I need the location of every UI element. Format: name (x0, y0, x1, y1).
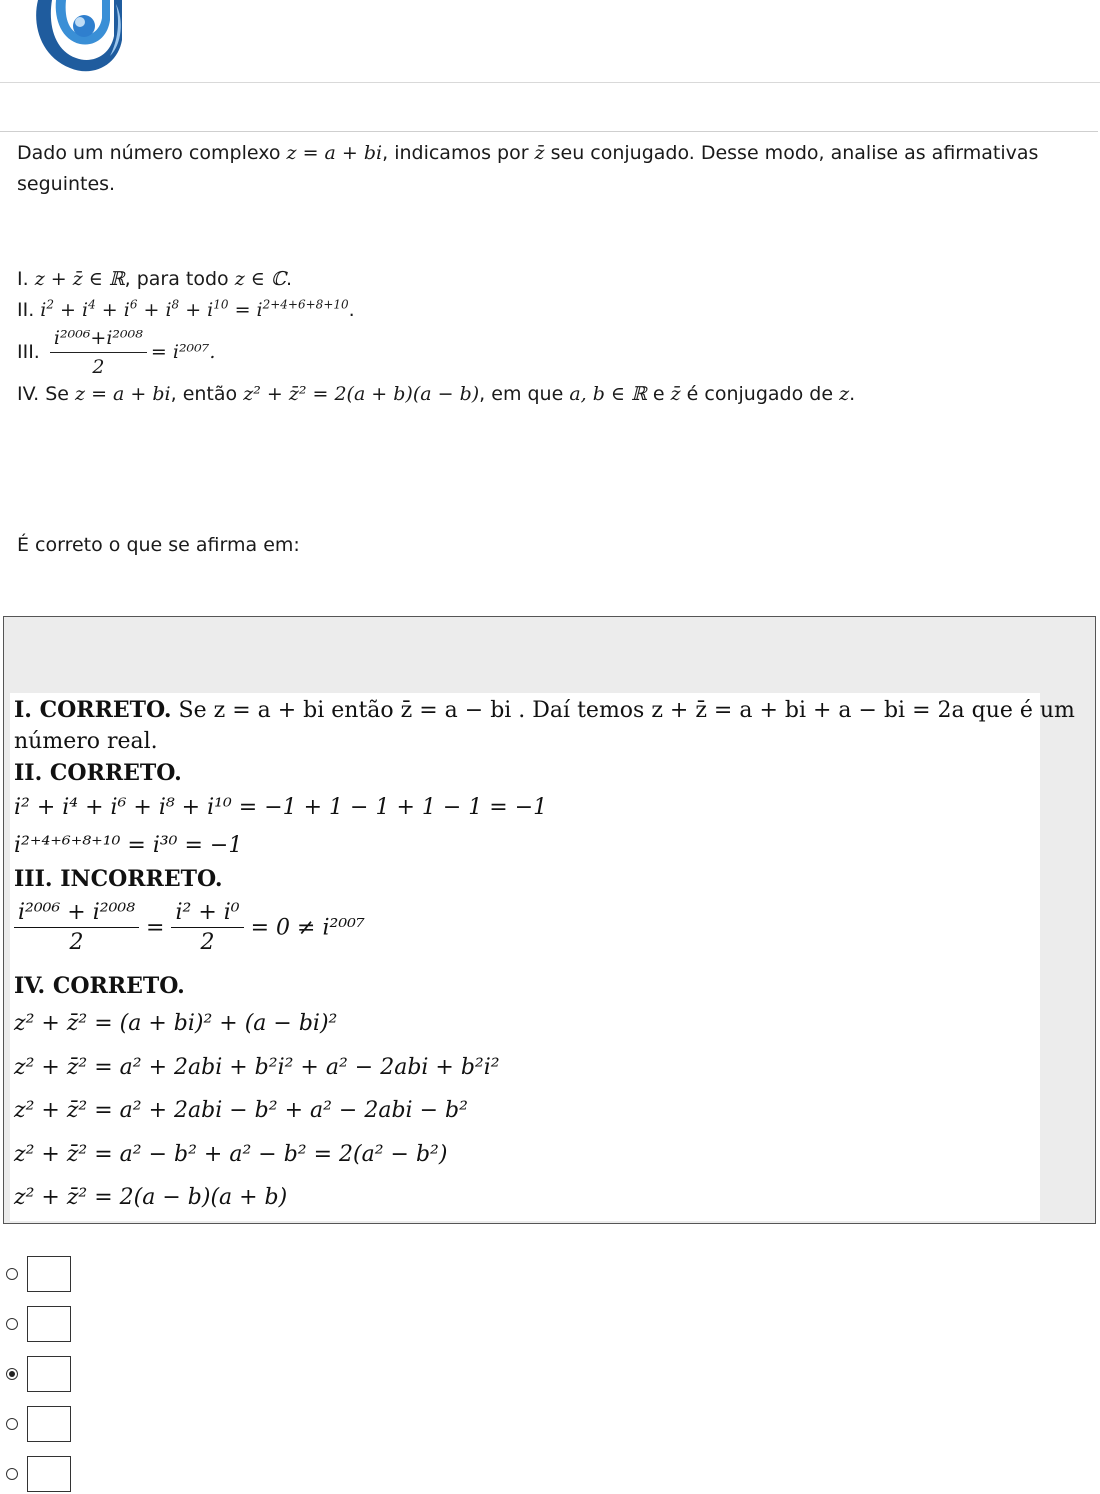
answer-option-b[interactable] (6, 1306, 76, 1344)
feedback-fraction-2: $\frac{\text{i² + i⁰}}{2}$ (171, 899, 243, 958)
answer-option-c[interactable] (6, 1356, 76, 1394)
feedback-line-11: z² + z̄² = a² + 2abi − b² + a² − 2abi − b² (14, 1098, 468, 1123)
radio-button[interactable] (6, 1468, 18, 1480)
feedback-line-7: $\frac{\text{i²⁰⁰⁶ + i²⁰⁰⁸}}{2}$ = $\frac{\text{i² + i⁰}}{2}$ = 0 ≠ i²⁰⁰⁷ (14, 899, 365, 958)
statement-2: II. $i^2 + i^4 + i^6 + i^8 + i^{10} = i^{2+4+6+8+10}$. (17, 297, 355, 321)
question-text (17, 138, 1077, 410)
radio-button[interactable] (6, 1268, 18, 1280)
answer-box (27, 1456, 71, 1492)
answer-box (27, 1356, 71, 1392)
statement-4: IV. Se z = a + bi, então z² + z̄² = 2(a + b)(a − b), em que a, b ∈ ℝ e z̄ é conjugado de z. (17, 383, 856, 405)
feedback-line-9: z² + z̄² = (a + bi)² + (a − bi)² (14, 1011, 338, 1036)
page-header (0, 0, 1100, 83)
feedback-line-13: z² + z̄² = 2(a − b)(a + b) (14, 1185, 288, 1210)
feedback-line-4: i² + i⁴ + i⁶ + i⁸ + i¹⁰ = −1 + 1 − 1 + 1 − 1 = −1 (14, 795, 548, 820)
feedback-line-10: z² + z̄² = a² + 2abi + b²i² + a² − 2abi + b²i² (14, 1055, 500, 1080)
feedback-heading-3: III. INCORRETO. (14, 866, 223, 892)
statement-3: III. $\frac{\text{i²⁰⁰⁶+i²⁰⁰⁸}}{2}$ = i²⁰⁰⁷. (17, 327, 216, 378)
answer-box (27, 1406, 71, 1442)
feedback-heading-2: II. CORRETO. (14, 760, 182, 786)
feedback-line-2: número real. (14, 729, 158, 754)
answer-box (27, 1256, 71, 1292)
radio-button[interactable] (6, 1418, 18, 1430)
feedback-solution (10, 693, 1075, 1221)
question-divider (0, 131, 1098, 132)
feedback-line-1: I. CORRETO. Se z = a + bi então z̄ = a − bi . Daí temos z + z̄ = a + bi + a − bi = 2a que é um (14, 697, 1075, 723)
radio-button[interactable] (6, 1318, 18, 1330)
answer-option-d[interactable] (6, 1406, 76, 1444)
feedback-panel (3, 616, 1096, 1224)
statement-1: I. z + z̄ ∈ ℝ, para todo z ∈ ℂ. (17, 268, 293, 290)
answer-option-a[interactable] (6, 1256, 76, 1294)
feedback-line-5: i²⁺⁴⁺⁶⁺⁸⁺¹⁰ = i³⁰ = −1 (14, 833, 243, 858)
answer-box (27, 1306, 71, 1342)
institution-logo-icon (30, 0, 128, 76)
question-prompt: É correto o que se afirma em: (17, 534, 300, 556)
feedback-fraction-1: $\frac{\text{i²⁰⁰⁶ + i²⁰⁰⁸}}{2}$ (14, 899, 139, 958)
statement-3-fraction: $\frac{\text{i²⁰⁰⁶+i²⁰⁰⁸}}{2}$ (50, 326, 147, 379)
feedback-line-12: z² + z̄² = a² − b² + a² − b² = 2(a² − b²) (14, 1142, 448, 1167)
radio-button-selected[interactable] (6, 1368, 18, 1380)
question-intro: Dado um número complexo z = a + bi, indicamos por z̄ seu conjugado. Desse modo, analise as afirmativas seguintes. (17, 142, 1039, 195)
answer-option-e[interactable] (6, 1456, 76, 1494)
feedback-heading-4: IV. CORRETO. (14, 973, 185, 999)
